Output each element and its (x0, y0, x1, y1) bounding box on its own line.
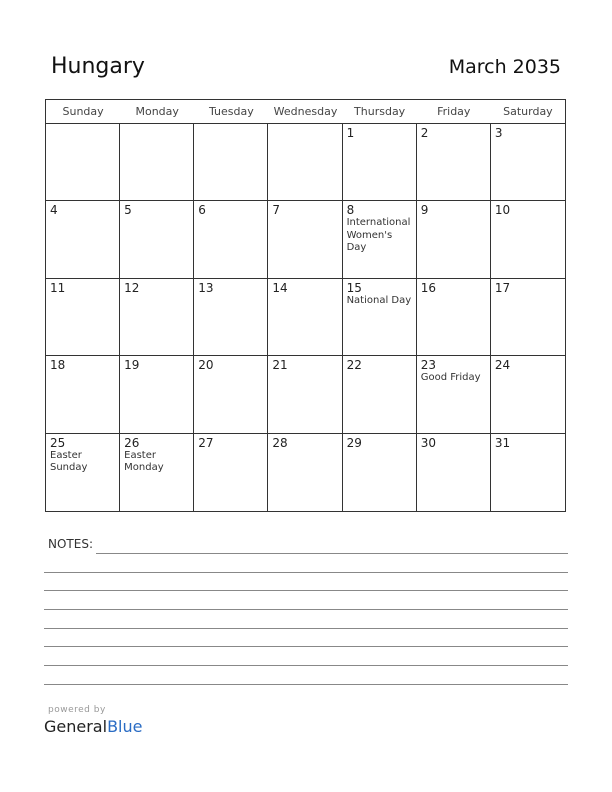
calendar-grid (45, 99, 566, 512)
day-number: 1 (346, 126, 355, 140)
day-cell (343, 279, 417, 356)
day-number: 3 (494, 126, 503, 140)
day-cell (491, 201, 565, 278)
day-cell (120, 356, 194, 433)
note-line (44, 628, 568, 629)
dow-thursday: Thursday (343, 100, 417, 124)
day-cell (46, 124, 120, 201)
day-number: 25 (50, 435, 66, 450)
day-number: 11 (50, 280, 66, 295)
day-cell (268, 124, 342, 201)
day-cell (343, 124, 417, 201)
dow-wednesday: Wednesday (268, 100, 342, 124)
day-cell (417, 356, 491, 433)
day-cell (120, 434, 194, 511)
day-cell (194, 201, 268, 278)
day-number: 17 (494, 280, 511, 295)
day-number: 30 (420, 435, 436, 450)
day-number: 24 (494, 358, 511, 373)
day-cell (417, 279, 491, 356)
dow-friday: Friday (417, 100, 491, 124)
day-number: 28 (272, 435, 288, 450)
day-number: 18 (50, 358, 66, 373)
country-title: Hungary (51, 54, 145, 79)
day-number: 10 (494, 203, 511, 218)
holiday-label: Easter Sunday (50, 449, 88, 474)
day-number: 29 (346, 435, 362, 450)
day-number: 22 (346, 358, 362, 373)
day-number: 23 (420, 358, 436, 373)
day-number: 21 (272, 358, 288, 373)
day-cell (491, 356, 565, 433)
day-number: 12 (124, 280, 140, 295)
note-line (44, 609, 568, 610)
day-number: 2 (420, 126, 429, 140)
day-number: 16 (420, 280, 436, 295)
day-cell (343, 434, 417, 511)
day-cell (120, 279, 194, 356)
month-year-title: March 2035 (448, 56, 561, 78)
day-number: 27 (198, 435, 214, 450)
day-cell (268, 279, 342, 356)
dow-monday: Monday (120, 100, 194, 124)
day-cell (268, 434, 342, 511)
powered-by-label: powered by (48, 705, 106, 715)
holiday-label: National Day (346, 294, 412, 306)
day-number: 14 (272, 280, 288, 295)
note-line (44, 665, 568, 666)
note-line (44, 572, 568, 573)
brand-blue: Blue (107, 717, 143, 736)
note-line (96, 553, 568, 554)
day-cell (194, 279, 268, 356)
day-number: 31 (494, 435, 511, 450)
day-number: 8 (346, 203, 355, 218)
day-number: 26 (124, 435, 140, 450)
day-cell (417, 434, 491, 511)
holiday-label: Easter Monday (124, 449, 164, 474)
day-cell (491, 434, 565, 511)
day-number: 9 (420, 203, 429, 218)
holiday-label: International Women's Day (346, 217, 411, 254)
day-cell (120, 124, 194, 201)
day-cell (417, 124, 491, 201)
brand-logo (44, 717, 142, 736)
day-cell (194, 124, 268, 201)
note-line (44, 646, 568, 647)
day-number: 7 (272, 203, 281, 218)
dow-tuesday: Tuesday (194, 100, 268, 124)
day-cell (343, 356, 417, 433)
day-number: 19 (124, 358, 140, 373)
day-cell (417, 201, 491, 278)
dow-saturday: Saturday (491, 100, 565, 124)
day-cell (46, 356, 120, 433)
dow-sunday: Sunday (46, 100, 120, 124)
day-cell (46, 279, 120, 356)
day-cell (343, 201, 417, 278)
day-cell (194, 356, 268, 433)
day-number: 5 (124, 203, 132, 218)
holiday-label: Good Friday (420, 372, 481, 384)
day-number: 6 (198, 203, 206, 218)
day-number: 13 (198, 280, 214, 295)
day-cell (46, 434, 120, 511)
day-number: 20 (198, 358, 214, 373)
note-line (44, 590, 568, 591)
brand-general: General (44, 717, 108, 736)
day-cell (194, 434, 268, 511)
day-number: 4 (50, 203, 58, 218)
day-cell (268, 356, 342, 433)
note-line (44, 684, 568, 685)
day-number: 15 (346, 280, 362, 295)
day-cell (491, 124, 565, 201)
day-cell (120, 201, 194, 278)
day-cell (46, 201, 120, 278)
day-cell (268, 201, 342, 278)
day-cell (491, 279, 565, 356)
notes-label: NOTES: (48, 537, 93, 551)
